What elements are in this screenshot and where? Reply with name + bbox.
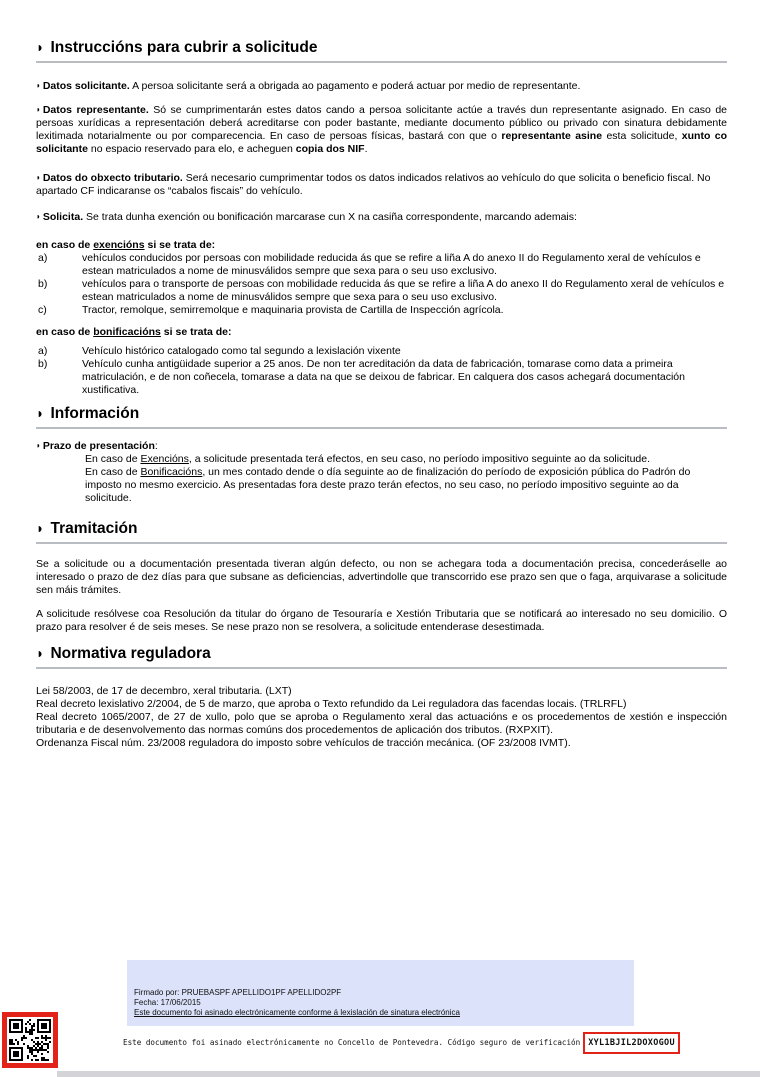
bonificacions-heading: en caso de bonificacións si se trata de: xyxy=(36,326,232,338)
bullet-icon: ◗ xyxy=(36,212,41,221)
section-header-tramitacion xyxy=(36,519,727,538)
list-item-label: b) xyxy=(38,358,48,370)
normativa-line: Ordenanza Fiscal núm. 23/2008 reguladora do imposto sobre vehículos de tracción mecánica. (OF 23/2008 IVMT). xyxy=(36,737,571,749)
section-header-instructions xyxy=(36,38,727,57)
bullet-icon: ◗ xyxy=(36,173,41,182)
list-item-text: Tractor, remolque, semirremolque e maquinaria provista de Cartilla de Inspección agrícola. xyxy=(82,304,504,316)
paragraph-text: Datos do obxecto tributario. Será necesario cumprimentar todos os datos indicados relativos ao vehículo do que solicita o beneficio fiscal. No apartado CF indicaranse os “cabalos fiscais” do vehículo. xyxy=(36,172,711,197)
qr-code-inner xyxy=(7,1017,53,1063)
list-item-label: a) xyxy=(38,252,48,264)
section-header-informacion xyxy=(36,404,727,423)
page-bottom-edge xyxy=(57,1071,760,1077)
section-header-normativa xyxy=(36,644,727,663)
paragraph-solicita xyxy=(36,211,727,224)
normativa-line: Real decreto 1065/2007, de 27 de xullo, polo que se aproba o Regulamento xeral das actuacións e os procedementos de xestión e inspección tributaria e de desenvolvemento das normas comúns dos procedementos de aplicación dos tributos. (RXPXIT). xyxy=(36,711,727,736)
exencions-list xyxy=(36,252,727,317)
normativa-line: Real decreto lexislativo 2/2004, de 5 de marzo, que aproba o Texto refundido da Lei reguladora das facendas locais. (TRLRFL) xyxy=(36,698,627,710)
normativa-list xyxy=(36,685,727,750)
verification-text: Este documento foi asinado electrónicamente no Concello de Pontevedra. Código seguro de verificación xyxy=(123,1038,581,1047)
list-item xyxy=(36,252,727,278)
verification-code: XYL1BJIL2DOXOGOU xyxy=(583,1032,680,1054)
section-marker-icon: ◗ xyxy=(36,404,45,421)
paragraph-datos-obxecto xyxy=(36,172,727,198)
bonificacions-list xyxy=(36,345,727,397)
prazo-line-bonificacions: En caso de Bonificacións, un mes contado dende o día seguinte ao de finalización do período de exposición pública do Padrón do imposto no mesmo exercicio. As presentadas fora deste prazo terán efectos, no seu caso, no período impositivo seguinte ao da solicitude. xyxy=(85,466,691,504)
tramitacion-paragraph-2: A solicitude resólvese coa Resolución da titular do órgano de Tesouraría e Xestión Tributaria que se notificará ao interesado no seu domicilio. O prazo para resolver é de seis meses. Se nese prazo non se resolvera, a solicitude entenderase desestimada. xyxy=(36,608,727,633)
list-item-text: vehículos conducidos por persoas con mobilidade reducida ás que se refire a liña A do anexo II do Regulamento xeral de vehículos e estean matriculados a nome de minusválidos sempre que sexa para o seu uso exclusivo. xyxy=(82,252,701,277)
prazo-line-exencions: En caso de Exencións, a solicitude presentada terá efectos, en seu caso, no período impositivo seguinte ao da solicitude. xyxy=(85,453,651,465)
list-item-text: Vehículo cunha antigüidade superior a 25 anos. De non ter acreditación da data de fabricación, tomarase como data a primeira matriculación, e de non coñecela, tomarase a data na que se deixou de fabricar. En calquera dos casos achegará documentación xustificativa. xyxy=(82,358,685,396)
section-marker-icon: ◗ xyxy=(36,38,45,55)
list-item-label: c) xyxy=(38,304,47,316)
signature-box xyxy=(127,960,634,1026)
signature-date: Fecha: 17/06/2015 xyxy=(134,998,201,1007)
qr-code xyxy=(2,1012,58,1068)
normativa-line: Lei 58/2003, de 17 de decembro, xeral tributaria. (LXT) xyxy=(36,685,292,697)
list-item-label: a) xyxy=(38,345,48,357)
signature-signed-by: Firmado por: PRUEBASPF APELLIDO1PF APELLIDO2PF xyxy=(134,988,342,997)
list-item xyxy=(36,304,727,317)
section-title: Normativa reguladora xyxy=(50,645,211,662)
paragraph-text: Prazo de presentación: xyxy=(42,440,158,452)
tramitacion-paragraph-1: Se a solicitude ou a documentación presentada tiveran algún defecto, ou non se achegara toda a documentación precisa, concederáselle ao interesado o prazo de dez días para que subsane as deficiencias, advertindolle que transcorrido ese prazo sen que o faga, arquivarase a solicitude sen máis trámites. xyxy=(36,558,727,596)
section-divider xyxy=(36,542,727,544)
paragraph-text: Datos solicitante. A persoa solicitante será a obrigada ao pagamento e poderá actuar por medio de representante. xyxy=(42,80,581,92)
section-divider xyxy=(36,667,727,669)
section-divider xyxy=(36,61,727,63)
signature-statement: Este documento foi asinado electrónicamente conforme á lexislación de sinatura electrónica xyxy=(134,1008,460,1017)
list-item xyxy=(36,358,727,397)
list-item xyxy=(36,278,727,304)
paragraph-datos-solicitante xyxy=(36,80,727,93)
bullet-icon: ◗ xyxy=(36,441,41,450)
list-item xyxy=(36,345,727,358)
verification-footer xyxy=(123,1032,680,1054)
exencions-heading: en caso de exencións si se trata de: xyxy=(36,239,216,251)
paragraph-text: Solicita. Se trata dunha exención ou bonificación marcarase cun X na casiña correspondente, marcando ademais: xyxy=(42,211,577,223)
section-title: Instruccións para cubrir a solicitude xyxy=(50,39,318,56)
section-title: Tramitación xyxy=(50,520,138,537)
section-title: Información xyxy=(50,405,140,422)
paragraph-datos-representante xyxy=(36,104,727,156)
bullet-icon: ◗ xyxy=(36,81,41,90)
paragraph-text: Datos representante. Só se cumprimentarán estes datos cando a persoa solicitante actúe a través dun representante asignado. En caso de persoas xurídicas a representación deberá acreditarse con poder bastante, mediante documento público ou privado con sinatura debidamente lexitimada notarialmente ou por comparecencia. En caso de persoas físicas, bastará con que o representante asine esta solicitude, xunto co solicitante no espacio reservado para elo, e acheguen copia dos NIF. xyxy=(36,104,728,155)
list-item-text: vehículos para o transporte de persoas con mobilidade reducida ás que se refire a liña A do anexo II do Regulamento xeral de vehículos e estean matriculados a nome de minusválidos sempre que sexa para o seu uso exclusivo. xyxy=(82,278,725,303)
qr-pattern xyxy=(9,1019,51,1061)
list-item-text: Vehículo histórico catalogado como tal segundo a lexislación vixente xyxy=(82,345,401,357)
section-divider xyxy=(36,427,727,429)
section-marker-icon: ◗ xyxy=(36,519,45,536)
bullet-icon: ◗ xyxy=(36,105,41,114)
prazo-heading xyxy=(36,440,727,453)
section-marker-icon: ◗ xyxy=(36,644,45,661)
list-item-label: b) xyxy=(38,278,48,290)
